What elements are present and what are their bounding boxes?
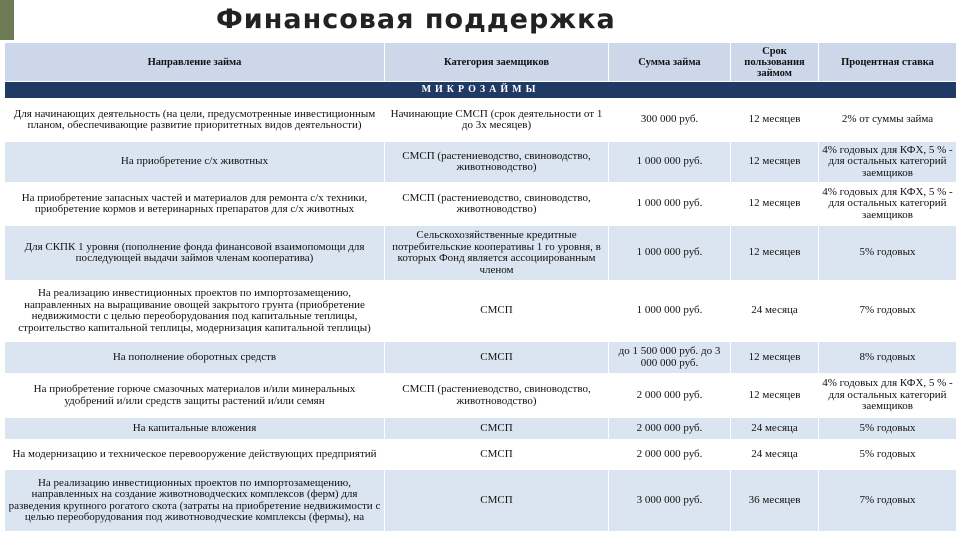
cell-direction: На пополнение оборотных средств [5, 342, 385, 374]
cell-term: 24 месяца [731, 418, 819, 440]
cell-rate: 5% годовых [819, 226, 957, 281]
cell-term: 12 месяцев [731, 142, 819, 183]
table-container [4, 42, 956, 540]
cell-amount: 3 000 000 руб. [609, 470, 731, 532]
cell-rate: 2% от суммы займа [819, 99, 957, 142]
cell-term: 12 месяцев [731, 99, 819, 142]
table-row [5, 440, 957, 470]
cell-rate: 7% годовых [819, 281, 957, 342]
header-direction: Направление займа [5, 43, 385, 82]
cell-direction: На капитальные вложения [5, 418, 385, 440]
cell-category: СМСП [385, 470, 609, 532]
cell-category: СМСП (растениеводство, свиноводство, животноводство) [385, 374, 609, 418]
cell-amount: 300 000 руб. [609, 99, 731, 142]
cell-amount: 1 000 000 руб. [609, 226, 731, 281]
section-label: МИКРОЗАЙМЫ [5, 82, 957, 99]
cell-category: Сельскохозяйственные кредитные потребительские кооперативы 1 го уровня, в которых Фонд является ассоциированным членом [385, 226, 609, 281]
cell-rate: 7% годовых [819, 470, 957, 532]
cell-direction: На приобретение с/х животных [5, 142, 385, 183]
cell-amount: 1 000 000 руб. [609, 183, 731, 226]
cell-rate: 4% годовых для КФХ, 5 % - для остальных категорий заемщиков [819, 183, 957, 226]
cell-term: 24 месяца [731, 281, 819, 342]
header-amount: Сумма займа [609, 43, 731, 82]
section-row [5, 82, 957, 99]
header-row [5, 43, 957, 82]
cell-category: СМСП [385, 281, 609, 342]
cell-term: 12 месяцев [731, 226, 819, 281]
cell-term: 24 месяца [731, 440, 819, 470]
cell-amount: 2 000 000 руб. [609, 418, 731, 440]
table-row [5, 183, 957, 226]
cell-direction: На реализацию инвестиционных проектов по импортозамещению, направленных на создание животноводческих комплексов (ферм) для разведения крупного рогатого скота (затраты на приобретение недвижимости с целью переоборудования под животноводческие комплексы (фермы), на [5, 470, 385, 532]
cell-rate: 8% годовых [819, 342, 957, 374]
cell-term: 12 месяцев [731, 183, 819, 226]
cell-term: 12 месяцев [731, 342, 819, 374]
cell-direction: Для начинающих деятельность (на цели, предусмотренные инвестиционным планом, обеспечивающие развитие приоритетных видов деятельности) [5, 99, 385, 142]
cell-rate: 5% годовых [819, 418, 957, 440]
table-row [5, 226, 957, 281]
table-row [5, 374, 957, 418]
cell-category: СМСП (растениеводство, свиноводство, животноводство) [385, 183, 609, 226]
cell-direction: На приобретение горюче смазочных материалов и/или минеральных удобрений и/или средств защиты растений и/или семян [5, 374, 385, 418]
cell-amount: 1 000 000 руб. [609, 281, 731, 342]
cell-rate: 4% годовых для КФХ, 5 % - для остальных категорий заемщиков [819, 142, 957, 183]
cell-rate: 5% годовых [819, 440, 957, 470]
cell-term: 12 месяцев [731, 374, 819, 418]
header-category: Категория заемщиков [385, 43, 609, 82]
table-row [5, 418, 957, 440]
loan-table [4, 42, 956, 532]
cell-direction: На модернизацию и техническое перевооружение действующих предприятий [5, 440, 385, 470]
cell-category: СМСП [385, 418, 609, 440]
cell-rate: 4% годовых для КФХ, 5 % - для остальных категорий заемщиков [819, 374, 957, 418]
cell-amount: 2 000 000 руб. [609, 440, 731, 470]
cell-direction: На реализацию инвестиционных проектов по импортозамещению, направленных на выращивание овощей закрытого грунта (приобретение недвижимости с целью переоборудования под капитальные теплицы, строительство капитальной теплицы, модернизация капитальной теплицы) [5, 281, 385, 342]
table-row [5, 99, 957, 142]
cell-amount: 1 000 000 руб. [609, 142, 731, 183]
header-rate: Процентная ставка [819, 43, 957, 82]
cell-amount: 2 000 000 руб. [609, 374, 731, 418]
accent-bar [0, 0, 14, 40]
cell-term: 36 месяцев [731, 470, 819, 532]
table-row [5, 142, 957, 183]
header-term: Срок пользования займом [731, 43, 819, 82]
cell-category: СМСП [385, 342, 609, 374]
page-title: Финансовая поддержка [216, 4, 616, 35]
table-row [5, 281, 957, 342]
cell-category: Начинающие СМСП (срок деятельности от 1 до 3х месяцев) [385, 99, 609, 142]
cell-amount: до 1 500 000 руб. до 3 000 000 руб. [609, 342, 731, 374]
table-row [5, 470, 957, 532]
cell-direction: Для СКПК 1 уровня (пополнение фонда финансовой взаимопомощи для последующей выдачи займов членам кооператива) [5, 226, 385, 281]
table-row [5, 342, 957, 374]
cell-direction: На приобретение запасных частей и материалов для ремонта с/х техники, приобретение кормов и ветеринарных препаратов для с/х животных [5, 183, 385, 226]
cell-category: СМСП [385, 440, 609, 470]
cell-category: СМСП (растениеводство, свиноводство, животноводство) [385, 142, 609, 183]
